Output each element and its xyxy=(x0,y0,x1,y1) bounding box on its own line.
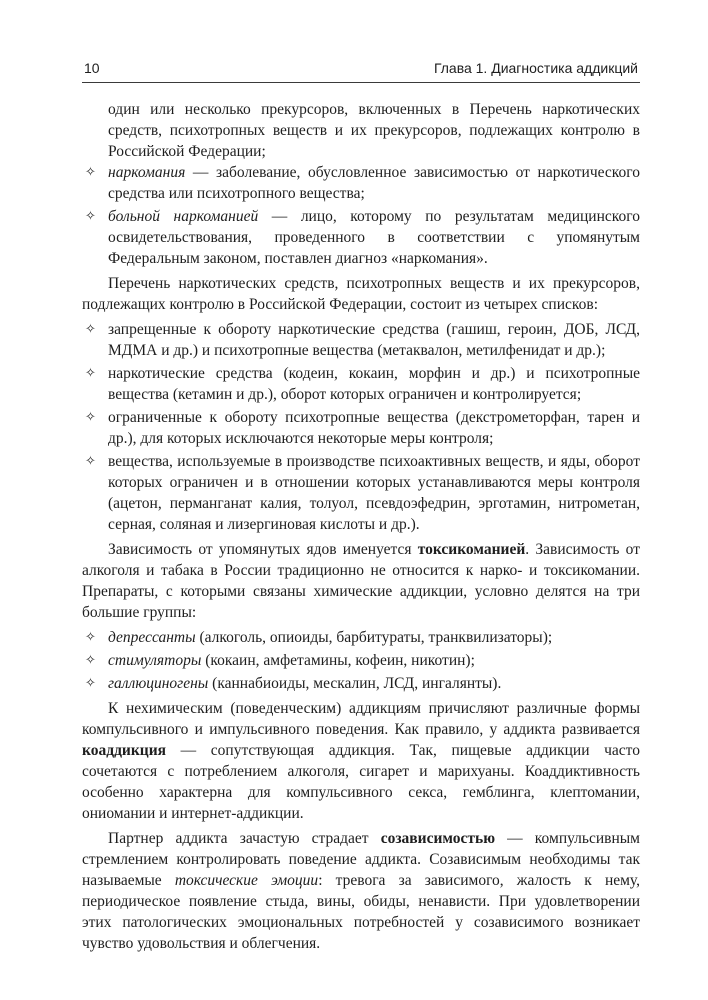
term: галлюциногены xyxy=(108,675,209,692)
list-item xyxy=(82,650,640,671)
text-run: К нехимическим (поведенческим) аддикциям причисляют различные формы компульсивного и импульсивного поведения. Как правило, у аддикта развивается xyxy=(82,700,640,738)
paragraph: Перечень наркотических средств, психотропных веществ и их прекурсоров, подлежащих контролю в Российской Федерации, состоит из четырех списков: xyxy=(82,275,640,313)
italic-term: токсические эмоции xyxy=(174,872,319,889)
term: депрессанты xyxy=(108,629,196,646)
diamond-star-icon: ✧ xyxy=(85,454,96,469)
text-run: — сопутствующая аддикция. Так, пищевые аддикции часто сочетаются с потреблением алкоголя, сигарет и марихуаны. Коаддиктивность особенно характерна для компульсивного секса, гемблинга, клептомании, ониомании и интернет-аддикции. xyxy=(82,742,640,822)
list-item xyxy=(82,206,640,269)
list-item xyxy=(82,673,640,694)
text-run: Зависимость от упомянутых ядов именуется xyxy=(108,541,418,558)
paragraph xyxy=(82,539,640,623)
list-text: запрещенные к обороту наркотические средства (гашиш, героин, ДОБ, ЛСД, МДМА и др.) и психотропные вещества (метаквалон, метилфенидат и др.); xyxy=(108,321,640,359)
list-text: (кокаин, амфетамины, кофеин, никотин); xyxy=(201,652,475,669)
bold-term: токсикоманией xyxy=(417,541,526,558)
list-text: наркотические средства (кодеин, кокаин, морфин и др.) и психотропные вещества (кетамин и др.), оборот которых ограничен и контролируется; xyxy=(108,365,640,403)
chapter-title: Глава 1. Диагностика аддикций xyxy=(433,60,638,76)
diamond-star-icon: ✧ xyxy=(85,630,96,645)
list-text: ограниченные к обороту психотропные вещества (декстрометорфан, тарен и др.), для которых исключаются некоторые меры контроля; xyxy=(108,409,640,447)
list-item xyxy=(82,162,640,204)
text-run: : тревога за зависимого, жалость к нему, периодическое появление стыда, вины, обиды, ненависти. При удовлетворении этих патологических эмоциональных потребностей у созависимого возникает чувство удовольствия и облегчения. xyxy=(82,872,641,952)
running-header xyxy=(82,58,640,83)
bold-term: коаддикция xyxy=(82,742,167,759)
list-text: (каннабиоиды, мескалин, ЛСД, ингалянты). xyxy=(208,675,502,692)
diamond-star-icon: ✧ xyxy=(85,366,96,381)
paragraph xyxy=(82,698,640,824)
groups-list xyxy=(82,627,640,694)
term: больной наркоманией xyxy=(108,208,259,225)
definition-text: — лицо, которому по результатам медицинского освидетельствования, проведенного в соответствии с упомянутым Федеральным законом, поставлен диагноз «наркомания». xyxy=(108,208,640,267)
diamond-star-icon: ✧ xyxy=(85,165,96,180)
lists-list xyxy=(82,319,640,535)
list-item xyxy=(82,451,640,535)
diamond-star-icon: ✧ xyxy=(85,410,96,425)
definitions-list xyxy=(82,162,640,269)
list-item xyxy=(82,363,640,405)
page-body xyxy=(82,99,640,958)
paragraph xyxy=(82,828,640,954)
list-text: вещества, используемые в производстве психоактивных веществ, и яды, оборот которых ограничен и в отношении которых устанавливаются меры контроля (ацетон, перманганат калия, толуол, псевдоэфедрин, эрготамин, нитрометан, серная, соляная и лизергиновая кислоты и др.). xyxy=(108,453,640,533)
diamond-star-icon: ✧ xyxy=(85,653,96,668)
bold-term: созависимостью xyxy=(380,830,496,847)
list-text: (алкоголь, опиоиды, барбитураты, транквилизаторы); xyxy=(195,629,553,646)
term: стимуляторы xyxy=(108,652,202,669)
term: наркомания xyxy=(108,164,186,181)
continuation-text: один или несколько прекурсоров, включенных в Перечень наркотических средств, психотропных веществ и их прекурсоров, подлежащих контролю в Российской Федерации; xyxy=(108,101,640,160)
text-run: . Зависимость от алкоголя и табака в России традиционно не относится к нарко- и токсикомании. Препараты, с которыми связаны химические аддикции, условно делятся на три большие группы: xyxy=(82,541,640,621)
definition-text: — заболевание, обусловленное зависимостью от наркотического средства или психотропного вещества; xyxy=(108,164,640,202)
list-item xyxy=(82,319,640,361)
diamond-star-icon: ✧ xyxy=(85,209,96,224)
text-run: — компульсивным стремлением контролировать поведение аддикта. Созависимым необходимы так называемые xyxy=(82,830,640,889)
text-run: Партнер аддикта зачастую страдает xyxy=(108,830,381,847)
diamond-star-icon: ✧ xyxy=(85,322,96,337)
list-item xyxy=(82,407,640,449)
list-item xyxy=(82,627,640,648)
page-number: 10 xyxy=(84,60,100,76)
diamond-star-icon: ✧ xyxy=(85,676,96,691)
